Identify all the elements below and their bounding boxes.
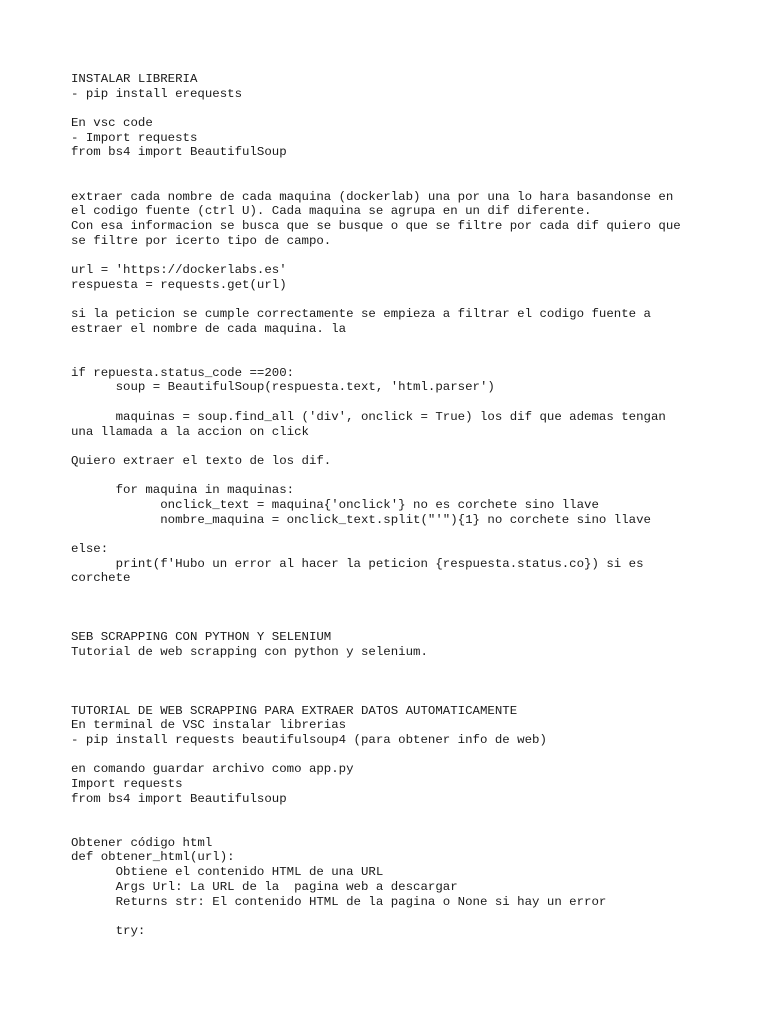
text-line: si la peticion se cumple correctamente se empieza a filtrar el codigo fuente a <box>71 307 651 321</box>
document-body <box>71 72 731 939</box>
text-line <box>71 101 731 116</box>
text-line: nombre_maquina = onclick_text.split("'"){1} no corchete sino llave <box>71 512 651 527</box>
text-line: respuesta = requests.get(url) <box>71 277 287 292</box>
text-line: for maquina in maquinas: <box>71 483 295 498</box>
text-line <box>71 586 731 601</box>
text-line <box>71 689 731 704</box>
text-line: SEB SCRAPPING CON PYTHON Y SELENIUM <box>71 630 332 645</box>
text-line <box>71 336 731 351</box>
text-line: en comando guardar archivo como app.py <box>71 762 354 777</box>
text-line <box>71 748 731 763</box>
text-line <box>71 351 731 366</box>
text-line: else: <box>71 542 109 556</box>
text-line: - Import requests <box>71 130 198 145</box>
text-line <box>71 601 731 616</box>
text-line <box>71 909 731 924</box>
text-line: Quiero extraer el texto de los dif. <box>71 453 332 468</box>
text-line: En vsc code <box>71 116 153 131</box>
text-line <box>71 527 731 542</box>
text-line: extraer cada nombre de cada maquina (dockerlab) una por una lo hara basandonse en <box>71 189 674 204</box>
text-line: from bs4 import BeautifulSoup <box>71 145 287 160</box>
text-line: el codigo fuente (ctrl U). Cada maquina se agrupa en un dif diferente. <box>71 204 592 219</box>
text-line <box>71 175 731 190</box>
text-line <box>71 674 731 689</box>
text-line <box>71 821 731 836</box>
text-line: una llamada a la accion on click <box>71 424 309 439</box>
text-line: onclick_text = maquina{'onclick'} no es corchete sino llave <box>71 497 599 512</box>
text-line: se filtre por icerto tipo de campo. <box>71 233 332 248</box>
text-line <box>71 615 731 630</box>
text-line: if repuesta.status_code ==200: <box>71 365 295 380</box>
text-line: Obtener código html <box>71 835 213 850</box>
text-line: corchete <box>71 571 131 586</box>
text-line: def obtener_html(url): <box>71 850 235 865</box>
text-line: INSTALAR LIBRERIA <box>71 72 198 86</box>
text-line: Obtiene el contenido HTML de una URL <box>71 865 384 880</box>
text-line: Returns str: El contenido HTML de la pagina o None si hay un error <box>71 894 607 909</box>
text-line <box>71 469 731 484</box>
text-line: estraer el nombre de cada maquina. la <box>71 321 347 336</box>
text-line: print(f'Hubo un error al hacer la peticion {respuesta.status.co}) si es <box>71 556 644 571</box>
text-line <box>71 160 731 175</box>
text-line: Args Url: La URL de la pagina web a descargar <box>71 879 458 894</box>
text-line: Tutorial de web scrapping con python y selenium. <box>71 644 428 659</box>
text-line: maquinas = soup.find_all ('div', onclick = True) los dif que ademas tengan <box>71 409 666 424</box>
text-line <box>71 660 731 675</box>
text-line: try: <box>71 923 146 938</box>
text-line: from bs4 import Beautifulsoup <box>71 791 287 806</box>
text-line: soup = BeautifulSoup(respuesta.text, 'html.parser') <box>71 380 495 395</box>
text-line <box>71 806 731 821</box>
text-line: - pip install requests beautifulsoup4 (para obtener info de web) <box>71 732 547 747</box>
text-line <box>71 395 731 410</box>
text-line <box>71 439 731 454</box>
text-line: Con esa informacion se busca que se busque o que se filtre por cada dif quiero que <box>71 218 681 233</box>
text-line: - pip install erequests <box>71 86 243 101</box>
text-line: Import requests <box>71 777 183 791</box>
text-line <box>71 248 731 263</box>
text-line: TUTORIAL DE WEB SCRAPPING PARA EXTRAER DATOS AUTOMATICAMENTE <box>71 703 518 718</box>
text-line <box>71 292 731 307</box>
text-line: url = 'https://dockerlabs.es' <box>71 262 287 277</box>
text-line: En terminal de VSC instalar librerias <box>71 718 347 733</box>
